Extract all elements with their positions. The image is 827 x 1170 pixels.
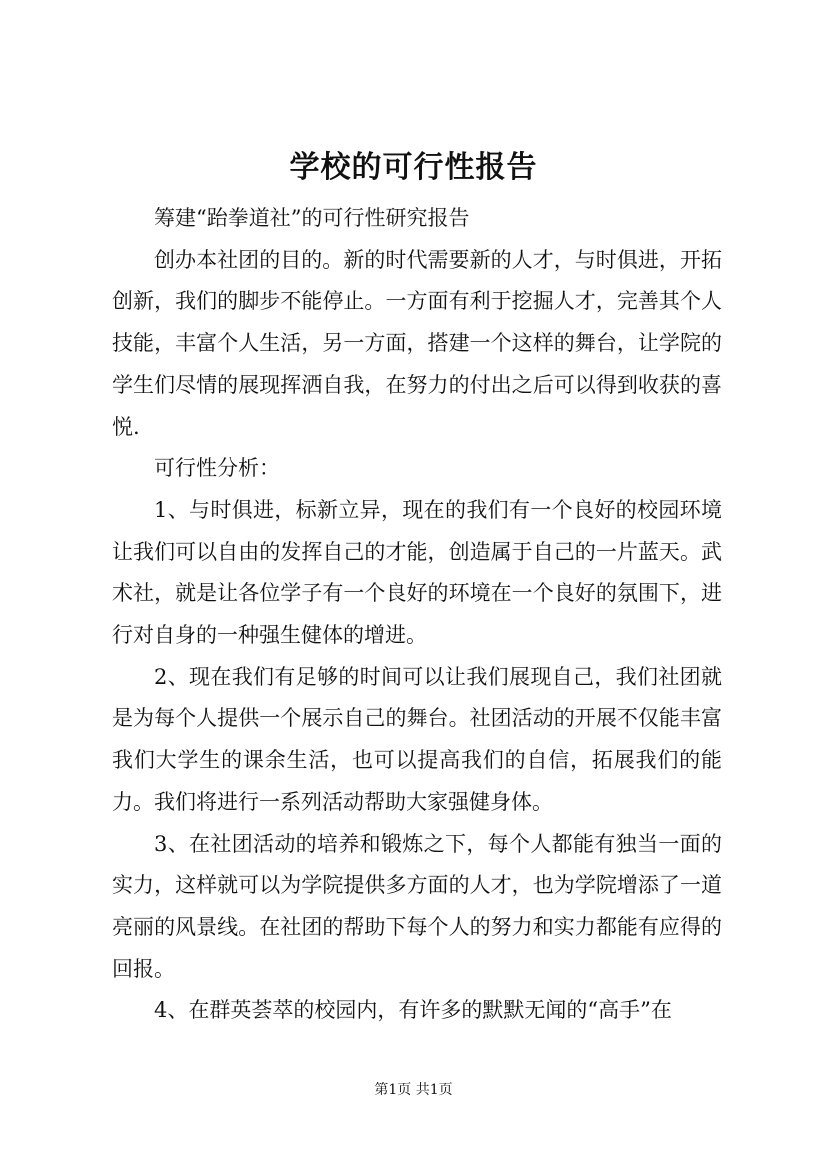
- paragraph-analysis-heading: 可行性分析：: [154, 456, 280, 481]
- paragraph-point-4: 4、在群英荟萃的校园内，有许多的默默无闻的“高手”在: [154, 998, 672, 1023]
- paragraph-point-1: 1、与时俱进，标新立异，现在的我们有一个良好的校园环境让我们可以自由的发挥自己的才能，创造属于自己的一片蓝天。武术社，就是让各位学子有一个良好的环境在一个良好的氛围下，进行对自身的一种强生健体的增进。: [112, 497, 722, 648]
- page-footer: 第1页 共1页: [374, 1082, 453, 1098]
- paragraph-point-2: 2、现在我们有足够的时间可以让我们展现自己，我们社团就是为每个人提供一个展示自己的舞台。社团活动的开展不仅能丰富我们大学生的课余生活，也可以提高我们的自信，拓展我们的能力。我们将进行一系列活动帮助大家强健身体。: [112, 664, 722, 814]
- document-title: 学校的可行性报告: [289, 150, 538, 185]
- paragraph-point-3: 3、在社团活动的培养和锻炼之下，每个人都能有独当一面的实力，这样就可以为学院提供多方面的人才，也为学院增添了一道亮丽的风景线。在社团的帮助下每个人的努力和实力都能有应得的回报。: [112, 831, 722, 981]
- paragraph-subtitle: 筹建“跆拳道社”的可行性研究报告: [154, 206, 470, 230]
- paragraph-purpose: 创办本社团的目的。新的时代需要新的人才，与时俱进，开拓创新，我们的脚步不能停止。一方面有利于挖掘人才，完善其个人技能，丰富个人生活，另一方面，搭建一个这样的舞台，让学院的学生们尽情的展现挥洒自我，在努力的付出之后可以得到收获的喜悦.: [112, 247, 722, 439]
- document-body: [112, 198, 722, 1032]
